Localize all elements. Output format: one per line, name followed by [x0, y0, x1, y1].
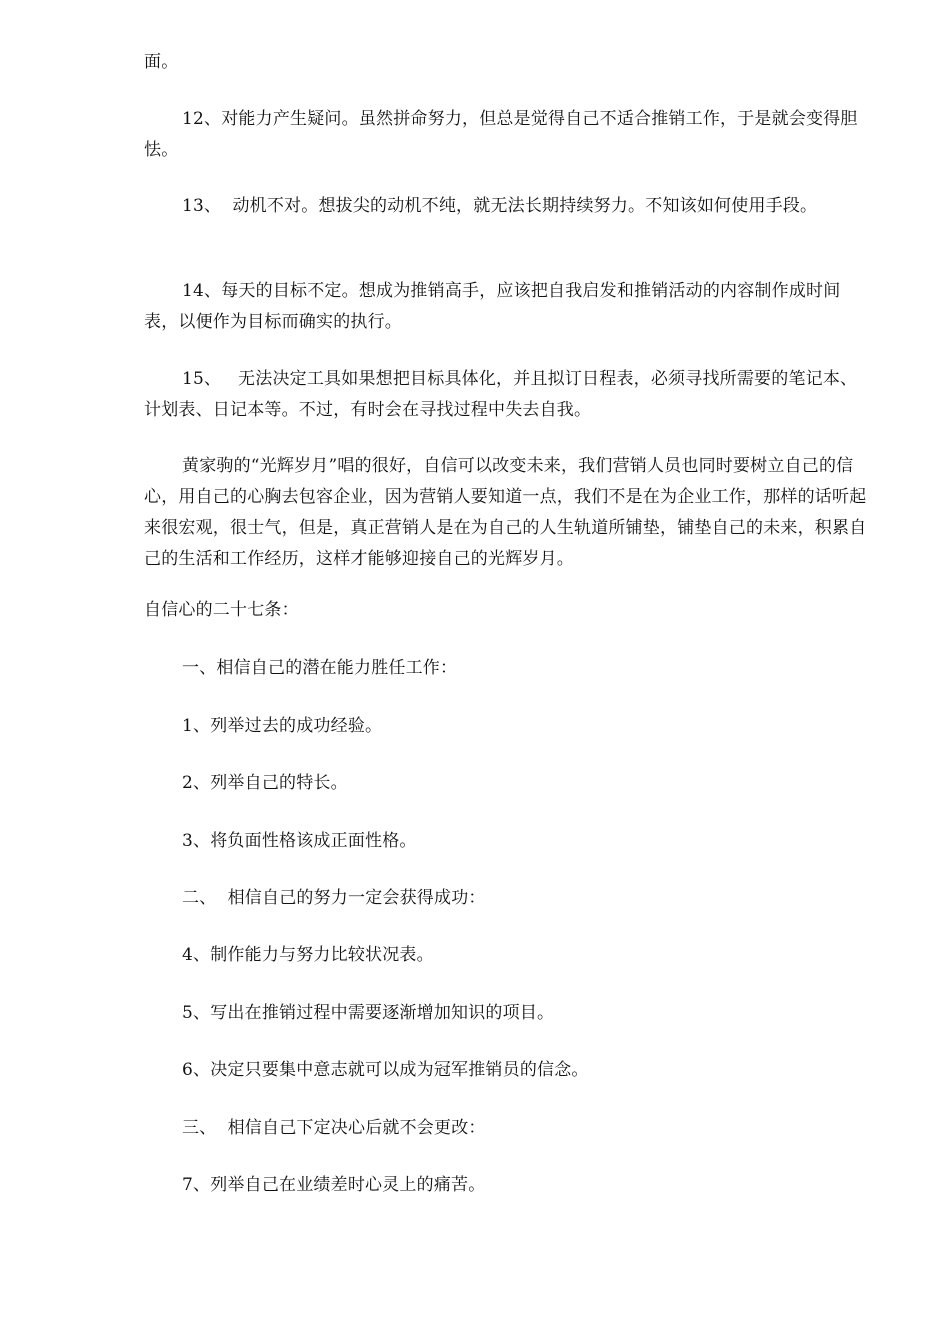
paragraph-item-14: 14、每天的目标不定。想成为推销高手，应该把自我启发和推销活动的内容制作成时间表，以便作为目标而确实的执行。	[144, 281, 841, 332]
list-item-7: 7、列举自己在业绩差时心灵上的痛苦。	[182, 1175, 486, 1195]
paragraph-item-15: 15、 无法决定工具如果想把目标具体化，并且拟订日程表，必须寻找所需要的笔记本、计划表、日记本等。不过，有时会在寻找过程中失去自我。	[144, 369, 858, 420]
subheading-one: 一、相信自己的潜在能力胜任工作：	[182, 658, 458, 678]
list-item-5: 5、写出在推销过程中需要逐渐增加知识的项目。	[182, 1003, 555, 1023]
paragraph-beyond-quote: 黄家驹的“光辉岁月”唱的很好，自信可以改变未来，我们营销人员也同时要树立自己的信心，用自己的心胸去包容企业，因为营销人要知道一点，我们不是在为企业工作，那样的话听起来很宏观，很士气，但是，真正营销人是在为自己的人生轨道所铺垫，铺垫自己的未来，积累自己的生活和工作经历，这样才能够迎接自己的光辉岁月。	[144, 456, 867, 569]
paragraph-fragment: 面。	[144, 52, 179, 72]
section-heading-confidence: 自信心的二十七条：	[144, 600, 299, 620]
paragraph-item-12: 12、对能力产生疑问。虽然拼命努力，但总是觉得自己不适合推销工作，于是就会变得胆怯。	[144, 109, 858, 160]
paragraph-item-13: 13、 动机不对。想拔尖的动机不纯，就无法长期持续努力。不知该如何使用手段。	[182, 196, 818, 216]
subheading-three: 三、 相信自己下定决心后就不会更改：	[182, 1118, 486, 1138]
subheading-two: 二、 相信自己的努力一定会获得成功：	[182, 888, 486, 908]
list-item-2: 2、列举自己的特长。	[182, 773, 348, 793]
list-item-6: 6、决定只要集中意志就可以成为冠军推销员的信念。	[182, 1060, 589, 1080]
list-item-1: 1、列举过去的成功经验。	[182, 716, 383, 736]
list-item-3: 3、将负面性格该成正面性格。	[182, 831, 417, 851]
list-item-4: 4、制作能力与努力比较状况表。	[182, 945, 434, 965]
